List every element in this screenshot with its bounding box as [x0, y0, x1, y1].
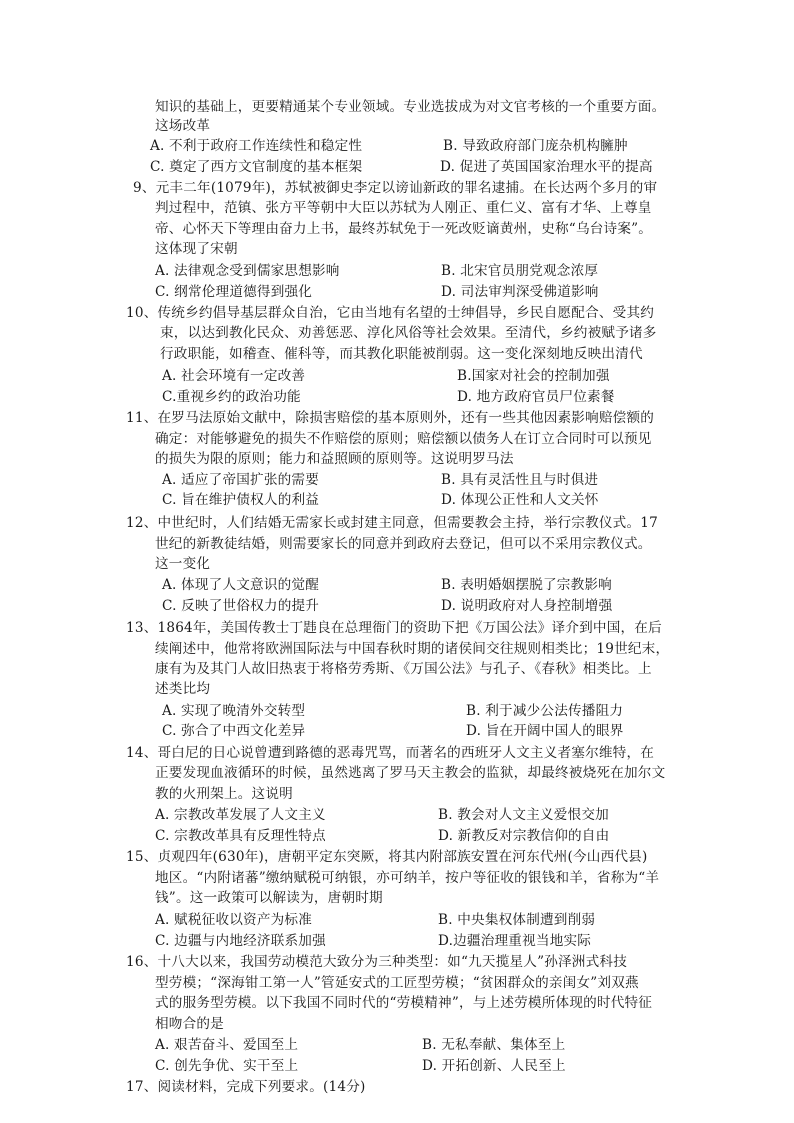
q10-stem-line: 束，以达到教化民众、劝善惩恶、淳化风俗等社会效果。至清代，乡约被赋予诸多: [160, 325, 657, 341]
q12-stem-line: 这一变化: [155, 556, 211, 572]
q15-stem-line: 15、贞观四年(630年)，唐朝平定东突厥，将其内附部族安置在河东代州(今山西代县): [126, 849, 648, 865]
q11-stem-line: 的损失为限的原则；能力和益照顾的原则等。这说明罗马法: [155, 451, 514, 467]
q16-stem-line: 相吻合的是: [155, 1016, 224, 1032]
q16-option-a: A. 艰苦奋斗、爱国至上: [155, 1037, 299, 1053]
q8-stem-line: 知识的基础上，更要精通某个专业领域。专业选拔成为对文官考核的一个重要方面。: [155, 99, 666, 115]
q8-stem-line: 这场改革: [155, 118, 211, 134]
q9-option-c: C. 纲常伦理道德得到强化: [155, 284, 313, 300]
q9-stem-line: 这体现了宋朝: [155, 241, 238, 257]
q15-option-c: C. 边疆与内地经济联系加强: [155, 933, 326, 949]
q13-option-c: C. 弥合了中西文化差异: [162, 723, 306, 739]
q13-option-b: B. 利于减少公法传播阻力: [466, 703, 624, 719]
q13-stem-line: 13、1864年，美国传教士丁韪良在总理衙门的资助下把《万国公法》译介到中国，在后: [126, 620, 662, 636]
q14-stem-line: 正要发现血液循环的时候，虽然逃离了罗马天主教会的监狱，却最终被烧死在加尔文: [155, 765, 666, 781]
q14-option-d: D. 新教反对宗教信仰的自由: [438, 828, 610, 844]
q11-option-a: A. 适应了帝国扩张的需要: [162, 472, 319, 488]
q13-stem-line: 续阐述中，他常将欧洲国际法与中国春秋时期的诸侯间交往规则相类比；19世纪末，: [155, 641, 670, 657]
q8-option-d: D. 促进了英国国家治理水平的提高: [440, 159, 653, 175]
q12-option-d: D. 说明政府对人身控制增强: [441, 598, 613, 614]
q11-option-c: C. 旨在维护债权人的利益: [162, 492, 320, 508]
q14-option-a: A. 宗教改革发展了人文主义: [155, 807, 326, 823]
q11-option-b: B. 具有灵活性且与时俱进: [441, 472, 599, 488]
q10-option-b: B.国家对社会的控制加强: [457, 368, 610, 384]
q11-stem-line: 11、在罗马法原始文献中，除损害赔偿的基本原则外，还有一些其他因素影响赔偿额的: [126, 410, 655, 426]
q11-stem-line: 确定：对能够避免的损失不作赔偿的原则；赔偿额以债务人在订立合同时可以预见: [155, 431, 652, 447]
q10-stem-line: 10、传统乡约倡导基层群众自治，它由当地有名望的士绅倡导，乡民自愿配合、受其约: [126, 305, 655, 321]
q9-stem-line: 9、元丰二年(1079年)，苏轼被御史李定以谤讪新政的罪名逮捕。在长达两个多月的审: [133, 180, 658, 196]
q10-option-c: C.重视乡约的政治功能: [162, 389, 301, 405]
q15-stem-line: 地区。“内附诸蕃”缴纳赋税可纳银，亦可纳羊，按户等征收的银钱和羊，省称为“羊: [155, 870, 660, 886]
q9-stem-line: 判过程中，范镇、张方平等朝中大臣以苏轼为人刚正、重仁义、富有才华、上尊皇: [155, 200, 652, 216]
q14-stem-line: 14、哥白尼的日心说曾遭到路德的恶毒咒骂，而著名的西班牙人文主义者塞尔维特，在: [126, 745, 655, 761]
q12-stem-line: 12、中世纪时，人们结婚无需家长或封建主同意，但需要教会主持，举行宗教仪式。17: [126, 515, 658, 531]
q15-option-a: A. 赋税征收以资产为标准: [155, 912, 312, 928]
q8-option-b: B. 导致政府部门庞杂机构臃肿: [443, 138, 628, 154]
q8-option-c: C. 奠定了西方文官制度的基本框架: [150, 159, 363, 175]
q15-option-b: B. 中央集权体制遭到削弱: [438, 912, 596, 928]
q16-stem-line: 式的服务型劳模。以下我国不同时代的“劳模精神”，与上述劳模所体现的时代特征: [155, 995, 653, 1011]
q10-option-a: A. 社会环境有一定改善: [162, 368, 306, 384]
q13-stem-line: 述类比均: [155, 681, 211, 697]
q16-option-d: D. 开拓创新、人民至上: [422, 1058, 566, 1074]
q10-option-d: D. 地方政府官员尸位素餐: [457, 389, 615, 405]
q14-stem-line: 教的火刑架上。这说明: [155, 786, 293, 802]
q10-stem-line: 行政职能，如稽查、催科等，而其教化职能被削弱。这一变化深刻地反映出清代: [160, 346, 643, 362]
q12-option-b: B. 表明婚姻摆脱了宗教影响: [441, 577, 612, 593]
q8-option-a: A. 不利于政府工作连续性和稳定性: [150, 138, 363, 154]
q11-option-d: D. 体现公正性和人文关怀: [441, 492, 599, 508]
q9-option-b: B. 北宋官员朋党观念浓厚: [441, 263, 599, 279]
q9-option-a: A. 法律观念受到儒家思想影响: [155, 263, 340, 279]
q16-option-c: C. 创先争优、实干至上: [155, 1058, 299, 1074]
q17-stem-line: 17、阅读材料，完成下列要求。(14分): [126, 1079, 366, 1095]
q13-option-a: A. 实现了晚清外交转型: [162, 703, 306, 719]
q16-stem-line: 16、十八大以来，我国劳动模范大致分为三种类型：如“九天揽星人”孙泽洲式科技: [126, 954, 627, 970]
q12-option-a: A. 体现了人文意识的觉醒: [162, 577, 319, 593]
q15-option-d: D.边疆治理重视当地实际: [438, 933, 592, 949]
q12-stem-line: 世纪的新教徒结婚，则需要家长的同意并到政府去登记，但可以不采用宗教仪式。: [155, 536, 652, 552]
q9-stem-line: 帝、心怀天下等理由奋力上书，最终苏轼免于一死改贬谪黄州，史称“乌台诗案”。: [155, 221, 653, 237]
q12-option-c: C. 反映了世俗权力的提升: [162, 598, 320, 614]
q13-stem-line: 康有为及其门人故旧热衷于将格劳秀斯、《万国公法》与孔子、《春秋》相类比。上: [155, 661, 652, 677]
q16-option-b: B. 无私奉献、集体至上: [422, 1037, 566, 1053]
q13-option-d: D. 旨在开阔中国人的眼界: [466, 723, 624, 739]
q16-stem-line: 型劳模；“深海钳工第一人”管延安式的工匠型劳模；“贫困群众的亲闺女”刘双燕: [155, 975, 639, 991]
q14-option-b: B. 教会对人文主义爱恨交加: [438, 807, 609, 823]
q15-stem-line: 钱”。这一政策可以解读为，唐朝时期: [155, 890, 383, 906]
q9-option-d: D. 司法审判深受佛道影响: [441, 284, 599, 300]
q14-option-c: C. 宗教改革具有反理性特点: [155, 828, 326, 844]
